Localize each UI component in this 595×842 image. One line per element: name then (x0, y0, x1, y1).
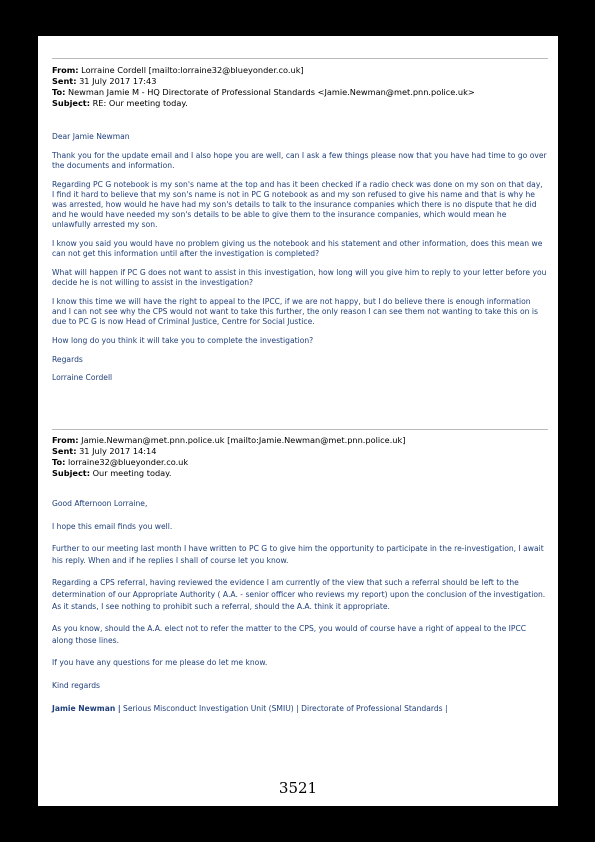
from-label: From: (52, 65, 79, 75)
from-label: From: (52, 435, 79, 445)
email2-signature (52, 703, 547, 715)
from-value: Lorraine Cordell [mailto:lorraine32@blueyonder.co.uk] (81, 65, 304, 75)
email1-sent-row (52, 76, 547, 87)
email2-subject-row (52, 468, 547, 479)
email-divider (52, 429, 548, 430)
sent-label: Sent: (52, 76, 77, 86)
email2-paragraph: If you have any questions for me please do let me know. (52, 658, 268, 668)
subject-label: Subject: (52, 98, 90, 108)
email1-paragraph: I know this time we will have the right to appeal to the IPCC, if we are not happy, but I do believe there is enough information and I can not see why the CPS would not want to take this further, the only reason I can see them not wanting to take this on is due to PC G is now Head of Criminal Justice, Centre for Social Justice. (52, 296, 538, 327)
email1-body (52, 132, 547, 392)
email2-sent-row (52, 446, 547, 457)
email1-paragraph: How long do you think it will take you to complete the investigation? (52, 336, 314, 346)
sent-value: 31 July 2017 14:14 (79, 446, 157, 456)
email2-body (52, 498, 547, 725)
to-value: lorraine32@blueyonder.co.uk (68, 457, 189, 467)
to-label: To: (52, 87, 66, 97)
subject-value: RE: Our meeting today. (92, 98, 188, 108)
email1-to-row (52, 87, 547, 98)
email1-paragraph: Thank you for the update email and I also hope you are well, can I ask a few things please now that you have had time to go over the documents and information. (52, 150, 547, 170)
page-number: 3521 (278, 779, 318, 797)
email2-from-row (52, 435, 547, 446)
email2-paragraph: Good Afternoon Lorraine, (52, 499, 148, 508)
email1-paragraph: I know you said you would have no problem giving us the notebook and his statement and other information, does this mean we can not get this information until after the investigation is completed? (52, 239, 543, 259)
email1-paragraph: Regards (52, 354, 83, 364)
email1-paragraph: Regarding PC G notebook is my son's name at the top and has it been checked if a radio check was done on my son on that day, I find it hard to believe that my son's name is not in PC G notebook as and my son refused to give his name and that is why he was arrested, how would he have had my son's details to talk to the insurance companies which there is no dispute that he did and he would have needed my son's details to be able to give them to the insurance companies, which would mean he unlawfully arrested my son. (52, 179, 543, 230)
email2-paragraph: I hope this email finds you well. (52, 521, 173, 531)
subject-label: Subject: (52, 468, 90, 478)
email1-header (52, 65, 547, 109)
email1-from-row (52, 65, 547, 76)
sent-label: Sent: (52, 446, 77, 456)
email2-paragraph: Further to our meeting last month I have written to PC G to give him the opportunity to participate in the re-investigation, I await his reply. When and if he replies I shall of course let you know. (52, 544, 544, 565)
subject-value: Our meeting today. (92, 468, 172, 478)
to-value: Newman Jamie M - HQ Directorate of Professional Standards <Jamie.Newman@met.pnn.police.uk> (68, 87, 475, 97)
email1-signoff: Lorraine Cordell (52, 373, 113, 383)
to-label: To: (52, 457, 66, 467)
from-value: Jamie.Newman@met.pnn.police.uk [mailto:Jamie.Newman@met.pnn.police.uk] (81, 435, 406, 445)
email1-subject-row (52, 98, 547, 109)
email2-paragraph: Kind regards (52, 680, 101, 690)
document-page (38, 36, 558, 806)
signature-details: Serious Misconduct Investigation Unit (SMIU) | Directorate of Professional Standards | (120, 703, 448, 713)
email2-header (52, 435, 547, 479)
sent-value: 31 July 2017 17:43 (79, 76, 157, 86)
email2-paragraph: As you know, should the A.A. elect not to refer the matter to the CPS, you would of course have a right of appeal to the IPCC along those lines. (52, 624, 527, 645)
email2-to-row (52, 457, 547, 468)
email1-paragraph: What will happen if PC G does not want to assist in this investigation, how long will you give him to reply to your letter before you decide he is not willing to assist in the investigation? (52, 268, 547, 288)
email2-paragraph: Regarding a CPS referral, having reviewed the evidence I am currently of the view that such a referral should be left to the determination of our Appropriate Authority ( A.A. - senior officer who reviews my report) upon the conclusion of the investigation. As it stands, I see nothing to prohibit such a referral, should the A.A. think it appropriate. (52, 578, 546, 611)
email1-paragraph: Dear Jamie Newman (52, 132, 130, 141)
header-divider (52, 58, 548, 59)
signature-name: Jamie Newman | (52, 703, 121, 713)
